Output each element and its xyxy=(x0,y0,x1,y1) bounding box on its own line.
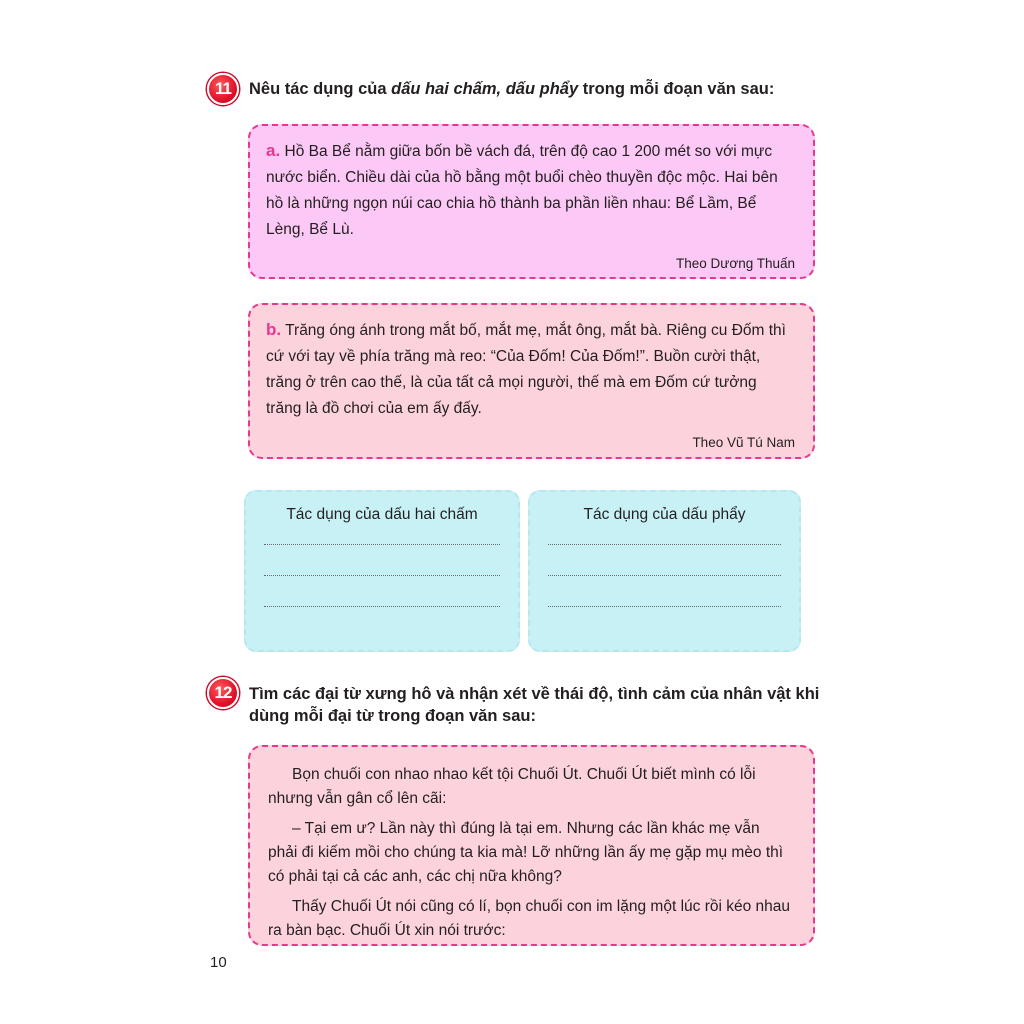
answer-line[interactable] xyxy=(548,606,781,607)
passage-b-box xyxy=(248,303,815,459)
passage-paragraph-3: Thấy Chuối Út nói cũng có lí, bọn chuối con im lặng một lúc rồi kéo nhau ra bàn bạc. Chuối Út xin nói trước: xyxy=(268,898,790,939)
passage-paragraph-2: – Tại em ư? Lần này thì đúng là tại em. Nhưng các lần khác mẹ vẫn phải đi kiếm mồi cho chúng ta kia mà! Lỡ những lần ấy mẹ gặp mụ mèo thì có phải tại cả các anh, các chị nữa không? xyxy=(268,820,784,885)
comma-answer-title: Tác dụng của dấu phẩy xyxy=(583,506,746,523)
question-11-title xyxy=(249,78,829,100)
question-12-badge: 12 xyxy=(207,677,239,709)
answer-line[interactable] xyxy=(264,575,500,576)
answer-line[interactable] xyxy=(548,575,781,576)
question-11-title-italic: dấu hai chấm, dấu phẩy xyxy=(391,80,579,98)
passage-paragraph-1: Bọn chuối con nhao nhao kết tội Chuối Út. Chuối Út biết mình có lỗi nhưng vẫn gân cổ lên cãi: xyxy=(268,766,756,807)
question-11-title-pre: Nêu tác dụng của xyxy=(249,80,392,98)
passage-a-letter: a. xyxy=(266,141,281,160)
page-number: 10 xyxy=(210,954,227,971)
passage-b-text xyxy=(266,317,795,422)
answer-line[interactable] xyxy=(548,544,781,545)
passage-a-body: Hồ Ba Bể nằm giữa bốn bề vách đá, trên độ cao 1 200 mét so với mực nước biển. Chiều dài của hồ bằng một buổi chèo thuyền độc mộc. Hai bên hồ là những ngọn núi cao chia hồ thành ba phần liền nhau: Bể Lầm, Bể Lèng, Bể Lù. xyxy=(266,143,778,238)
passage-a-source: Theo Dương Thuấn xyxy=(676,256,795,271)
passage-a-text xyxy=(266,138,795,243)
question-11-title-post: trong mỗi đoạn văn sau: xyxy=(578,80,775,98)
passage-a-box xyxy=(248,124,815,279)
passage-b-body: Trăng óng ánh trong mắt bố, mắt mẹ, mắt ông, mắt bà. Riêng cu Đốm thì cứ với tay về phía trăng mà reo: “Của Đốm! Của Đốm!”. Buồn cười thật, trăng ở trên cao thế, là của tất cả mọi người, thế mà em Đốm cứ tưởng trăng là đồ chơi của em ấy đấy. xyxy=(266,322,786,417)
question-12-title: Tìm các đại từ xưng hô và nhận xét về thái độ, tình cảm của nhân vật khi dùng mỗi đại từ trong đoạn văn sau: xyxy=(249,685,820,725)
passage-b-source: Theo Vũ Tú Nam xyxy=(692,435,795,450)
colon-answer-box xyxy=(244,490,520,652)
question-11-badge: 11 xyxy=(207,73,239,105)
answer-line[interactable] xyxy=(264,544,500,545)
answer-line[interactable] xyxy=(264,606,500,607)
comma-answer-box xyxy=(528,490,801,652)
passage-b-letter: b. xyxy=(266,320,282,339)
colon-answer-title: Tác dụng của dấu hai chấm xyxy=(286,506,478,523)
passage-box xyxy=(248,745,815,946)
